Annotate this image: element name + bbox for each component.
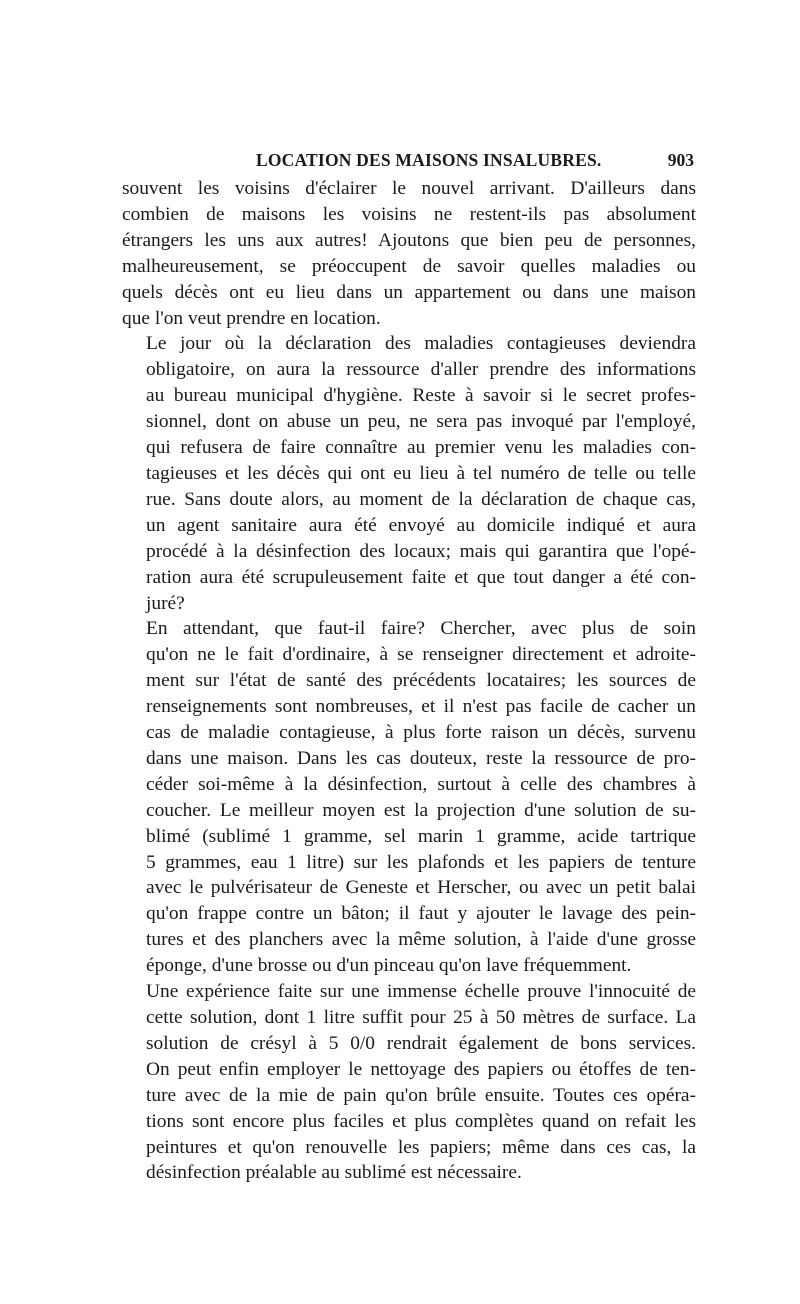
text-line: coucher. Le meilleur moyen est la projection d'une solution de su- — [146, 799, 696, 821]
page-number: 903 — [667, 150, 694, 170]
paragraph — [122, 979, 696, 1186]
text-line: avec le pulvérisateur de Geneste et Herscher, ou avec un petit balai — [146, 877, 696, 899]
text-line: quels décès ont eu lieu dans un appartement ou dans une maison — [122, 281, 696, 303]
text-line: cette solution, dont 1 litre suffit pour 25 à 50 mètres de surface. La — [146, 1007, 696, 1028]
text-line: éponge, d'une brosse ou d'un pinceau qu'on lave fréquemment. — [146, 955, 632, 977]
text-line: tagieuses et les décès qui ont eu lieu à tel numéro de telle ou telle — [146, 462, 696, 484]
text-line: ration aura été scrupuleusement faite et que tout danger a été con- — [146, 566, 696, 588]
text-line: blimé (sublimé 1 gramme, sel marin 1 gramme, acide tartrique — [146, 825, 696, 847]
body-text — [122, 176, 696, 1186]
text-line: étrangers les uns aux autres! Ajoutons que bien peu de personnes, — [122, 229, 696, 251]
running-title: LOCATION DES MAISONS INSALUBRES. — [256, 150, 602, 170]
text-line: désinfection préalable au sublimé est nécessaire. — [146, 1162, 522, 1184]
page-header — [122, 150, 696, 176]
paragraph — [122, 331, 696, 616]
text-line: Une expérience faite sur une immense échelle prouve l'innocuité de — [146, 981, 696, 1003]
text-line: renseignements sont nombreuses, et il n'est pas facile de cacher un — [146, 696, 696, 718]
text-line: peintures et qu'on renouvelle les papiers; même dans ces cas, la — [146, 1136, 696, 1158]
text-line: ture avec de la mie de pain qu'on brûle ensuite. Toutes ces opéra- — [146, 1084, 696, 1106]
text-line: juré? — [146, 592, 185, 614]
text-line: rue. Sans doute alors, au moment de la déclaration de chaque cas, — [146, 488, 696, 510]
paragraph — [122, 176, 696, 331]
text-line: malheureusement, se préoccupent de savoir quelles maladies ou — [122, 255, 696, 277]
text-line: au bureau municipal d'hygiène. Reste à savoir si le secret profes- — [146, 385, 696, 407]
text-line: ment sur l'état de santé des précédents locataires; les sources de — [146, 670, 696, 692]
text-line: On peut enfin employer le nettoyage des papiers ou étoffes de ten- — [146, 1058, 696, 1080]
text-line: qui refusera de faire connaître au premier venu les maladies con- — [146, 437, 696, 459]
text-line: cas de maladie contagieuse, à plus forte raison un décès, survenu — [146, 722, 696, 744]
text-line: qu'on frappe contre un bâton; il faut y ajouter le lavage des pein- — [146, 903, 696, 925]
text-line: Le jour où la déclaration des maladies contagieuses deviendra — [146, 333, 696, 355]
text-line: sionnel, dont on abuse un peu, ne sera pas invoqué par l'employé, — [146, 411, 696, 433]
text-line: combien de maisons les voisins ne restent-ils pas absolument — [122, 203, 696, 225]
text-line: En attendant, que faut-il faire? Chercher, avec plus de soin — [146, 618, 696, 640]
text-line: que l'on veut prendre en location. — [122, 307, 381, 329]
text-line: 5 grammes, eau 1 litre) sur les plafonds et les papiers de tenture — [146, 851, 696, 873]
paragraph — [122, 616, 696, 979]
text-line: procédé à la désinfection des locaux; mais qui garantira que l'opé- — [146, 540, 696, 562]
text-line: tions sont encore plus faciles et plus complètes quand on refait les — [146, 1110, 696, 1132]
text-line: solution de crésyl à 5 0/0 rendrait également de bons services. — [146, 1032, 696, 1054]
text-line: qu'on ne le fait d'ordinaire, à se renseigner directement et adroite- — [146, 644, 696, 666]
text-line: souvent les voisins d'éclairer le nouvel arrivant. D'ailleurs dans — [122, 178, 696, 199]
text-line: tures et des planchers avec la même solution, à l'aide d'une grosse — [146, 929, 696, 951]
text-line: un agent sanitaire aura été envoyé au domicile indiqué et aura — [146, 514, 696, 536]
text-line: obligatoire, on aura la ressource d'aller prendre des informations — [146, 359, 696, 381]
text-line: céder soi-même à la désinfection, surtout à celle des chambres à — [146, 773, 696, 795]
book-page — [122, 150, 696, 1186]
text-line: dans une maison. Dans les cas douteux, reste la ressource de pro- — [146, 747, 696, 769]
